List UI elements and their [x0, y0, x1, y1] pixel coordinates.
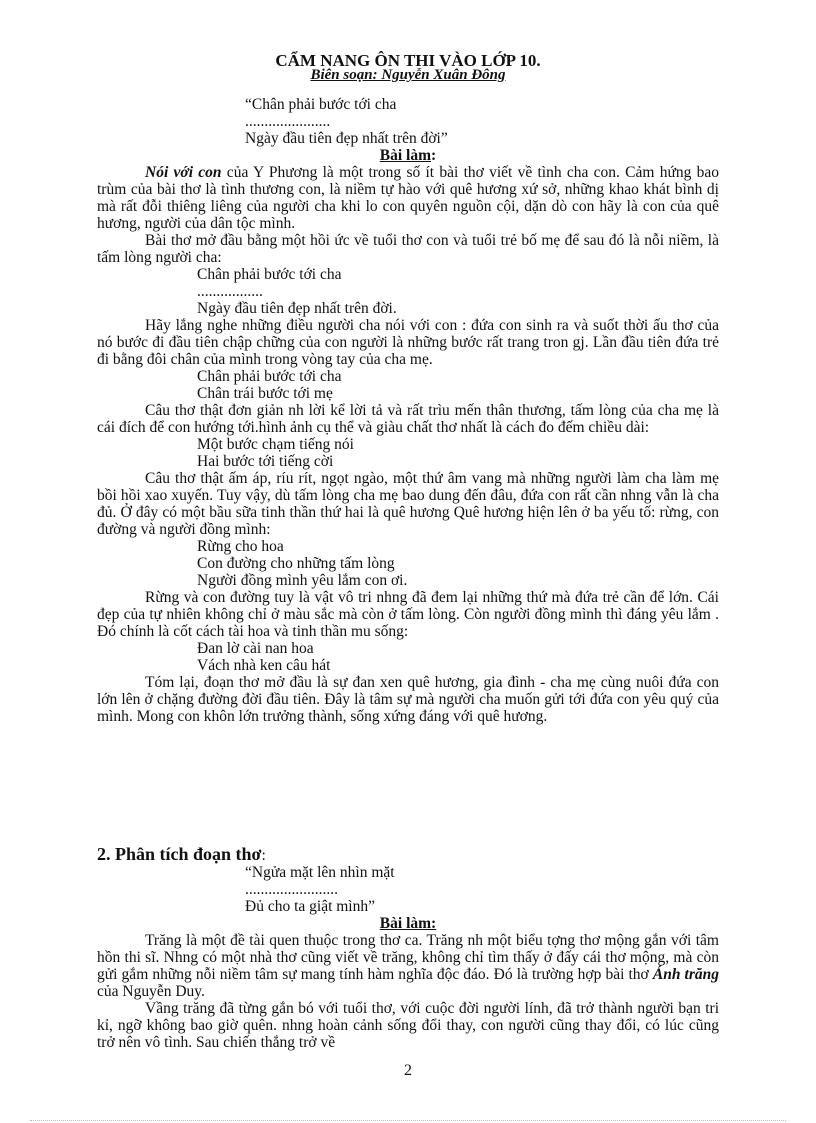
section-heading-colon: : [261, 847, 266, 864]
section-heading-text: 2. Phân tích đoạn thơ [97, 844, 262, 864]
bai-lam-label: Bài làm: [379, 915, 437, 932]
section-2 [97, 844, 719, 1051]
paragraph: Bài thơ mở đầu bằng một hồi ức về tuổi thơ con và tuổi trẻ bố mẹ để sau đó là nỗi niềm, là tấm lòng người cha: [97, 232, 719, 266]
epigraph-ellipsis: ...................... [245, 113, 331, 130]
paragraph-text: Trăng là một đề tài quen thuộc trong thơ ca. Trăng nh một biểu tợng thơ mộng gắn với tâm hồn thi sĩ. Nhng có một nhà thơ cũng viết về trăng, không chỉ tìm thấy ở đấy cái thơ mộng, mà còn gửi gắm những nỗi niềm tâm sự mang tính hàm nghĩa độc đáo. Đó là trường hợp bài thơ [97, 932, 719, 983]
poem-line: Chân trái bước tới mẹ [197, 385, 333, 402]
paragraph-text: của Nguyễn Duy. [97, 983, 205, 1000]
poem-line: Hai bước tới tiếng cời [197, 453, 334, 470]
bai-lam-heading: Bài làm: [379, 147, 437, 164]
document-title: CẨM NANG ÔN THI VÀO LỚP 10. [275, 51, 541, 70]
epigraph-line-1: “Chân phải bước tới cha [245, 96, 397, 113]
epigraph-ellipsis: ........................ [245, 881, 338, 898]
poem-line: Vách nhà ken câu hát [197, 657, 331, 674]
poem-line: Người đồng mình yêu lắm con ơi. [197, 572, 408, 589]
poem-line: Ngày đầu tiên đẹp nhất trên đời. [197, 300, 397, 317]
poem-title: Ánh trăng [652, 966, 719, 983]
paragraph [97, 932, 719, 1000]
document-author: Biên soạn: Nguyễn Xuân Đông [310, 67, 506, 83]
section-heading [97, 846, 719, 864]
paragraph: Rừng và con đường tuy là vật vô tri nhng đã đem lại những thứ mà đứa trẻ cần để lớn. Cái đẹp của tự nhiên không chỉ ở màu sắc mà còn ở tấm lòng. Còn người đồng mình thì đáng yêu lắm . Đó chính là cốt cách tài hoa và tinh thần mu sống: [97, 589, 719, 640]
paragraph: Tóm lại, đoạn thơ mở đầu là sự đan xen quê hương, gia đình - cha mẹ cùng nuôi đứa con lớn lên ở chặng đường đời đầu tiên. Đây là tâm sự mà người cha muốn gửi tới đứa con yêu quý của mình. Mong con khôn lớn trưởng thành, sống xứng đáng với quê hương. [97, 674, 719, 725]
section-1 [97, 96, 719, 725]
paragraph-text: của Y Phương là một trong số ít bài thơ viết về tình cha con. Cảm hứng bao trùm của bài thơ là tình thương con, là niềm tự hào với quê hương xứ sở, những khao khát bình dị mà rất đỗi thiêng liêng của người cha khi lo con quyên nguồn cội, dặn dò con hãy là con của quê hương, người của dân tộc mình. [97, 164, 719, 232]
paragraph [97, 164, 719, 232]
poem-line: Đan lờ cài nan hoa [197, 640, 314, 657]
poem-title: Nói với con [145, 164, 222, 181]
paragraph: Vầng trăng đã từng gắn bó với tuổi thơ, với cuộc đời người lính, đã trở thành người bạn tri kỉ, ngỡ không bao giờ quên. nhng hoàn cảnh sống đổi thay, con người cũng thay đổi, có lúc cũng trở nên vô tình. Sau chiến thắng trở về [97, 1000, 719, 1051]
paragraph: Hãy lắng nghe những điều người cha nói với con : đứa con sinh ra và suốt thời ấu thơ của nó bước đi đầu tiên chập chững của con người là những bước rất trang tron gj. Lần đầu tiên đứa trẻ đi bằng đôi chân của mình trong vòng tay của cha mẹ. [97, 317, 719, 368]
page-bottom-divider [30, 1120, 786, 1121]
paragraph: Câu thơ thật đơn giản nh lời kể lời tả và rất trìu mến thân thương, tấm lòng của cha mẹ là cái đích để con hướng tới.hình ảnh cụ thể và giàu chất thơ nhất là cách đo đếm chiều dài: [97, 402, 719, 436]
bai-lam-heading [97, 915, 719, 932]
poem-line: Chân phải bước tới cha [197, 368, 342, 385]
bai-lam-label: Bài làm [379, 147, 432, 164]
poem-line: Một bước chạm tiếng nói [197, 436, 354, 453]
paragraph: Câu thơ thật ấm áp, ríu rít, ngọt ngào, một thứ âm vang mà những người làm cha làm mẹ bồi hồi xao xuyến. Tuy vậy, dù tấm lòng cha mẹ bao dung đến đâu, đứa con rất cần nhng vẫn là cha đủ. Ở đây có một bầu sữa tinh thần thứ hai là quê hương Quê hương hiện lên ở ba yếu tố: rừng, con đường và người đồng mình: [97, 470, 719, 538]
poem-line: Rừng cho hoa [197, 538, 284, 555]
epigraph-line-2: Ngày đầu tiên đẹp nhất trên đời” [245, 130, 448, 147]
poem-line: Con đường cho những tấm lòng [197, 555, 395, 572]
poem-ellipsis: ................. [197, 283, 263, 300]
poem-line: Chân phải bước tới cha [197, 266, 342, 283]
epigraph-line-1: “Ngửa mặt lên nhìn mặt [245, 864, 395, 881]
epigraph-line-2: Đủ cho ta giật mình” [245, 898, 375, 915]
page-number: 2 [404, 1062, 412, 1079]
